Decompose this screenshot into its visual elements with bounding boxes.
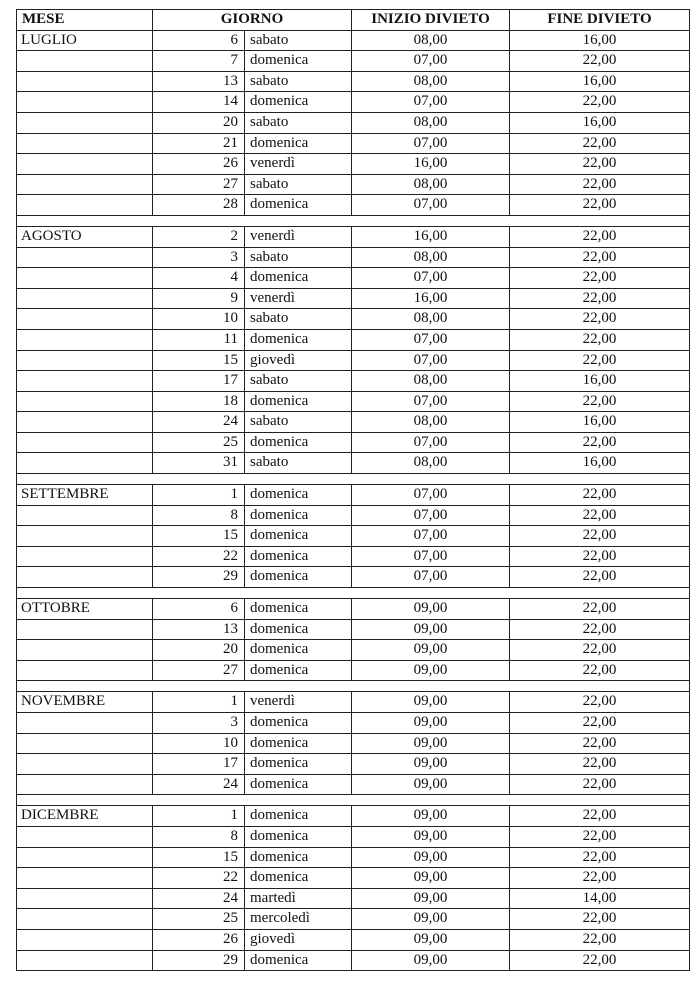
table-row bbox=[17, 71, 690, 92]
table-row bbox=[17, 226, 690, 247]
ban-start-cell: 09,00 bbox=[352, 888, 510, 909]
table-row bbox=[17, 329, 690, 350]
separator-cell bbox=[17, 681, 690, 692]
month-cell bbox=[17, 174, 153, 195]
ban-end-cell: 16,00 bbox=[510, 453, 690, 474]
day-number-cell: 3 bbox=[153, 247, 245, 268]
table-row bbox=[17, 268, 690, 289]
day-number-cell: 1 bbox=[153, 806, 245, 827]
table-row bbox=[17, 806, 690, 827]
ban-start-cell: 07,00 bbox=[352, 526, 510, 547]
ban-end-cell: 22,00 bbox=[510, 826, 690, 847]
table-row bbox=[17, 133, 690, 154]
separator-cell bbox=[17, 795, 690, 806]
header-row bbox=[17, 10, 690, 31]
day-number-cell: 28 bbox=[153, 195, 245, 216]
ban-start-cell: 08,00 bbox=[352, 174, 510, 195]
ban-end-cell: 22,00 bbox=[510, 660, 690, 681]
ban-start-cell: 09,00 bbox=[352, 733, 510, 754]
day-number-cell: 29 bbox=[153, 567, 245, 588]
ban-start-cell: 16,00 bbox=[352, 154, 510, 175]
table-row bbox=[17, 412, 690, 433]
weekday-cell: domenica bbox=[245, 567, 352, 588]
ban-end-cell: 22,00 bbox=[510, 619, 690, 640]
ban-start-cell: 09,00 bbox=[352, 619, 510, 640]
ban-end-cell: 22,00 bbox=[510, 92, 690, 113]
month-name-cell: AGOSTO bbox=[17, 226, 153, 247]
day-number-cell: 10 bbox=[153, 733, 245, 754]
table-row bbox=[17, 154, 690, 175]
table-row bbox=[17, 432, 690, 453]
month-separator-row bbox=[17, 681, 690, 692]
weekday-cell: venerdì bbox=[245, 154, 352, 175]
month-cell bbox=[17, 950, 153, 971]
ban-end-cell: 22,00 bbox=[510, 309, 690, 330]
month-name-cell: SETTEMBRE bbox=[17, 485, 153, 506]
weekday-cell: mercoledì bbox=[245, 909, 352, 930]
month-cell bbox=[17, 154, 153, 175]
ban-start-cell: 07,00 bbox=[352, 133, 510, 154]
month-cell bbox=[17, 929, 153, 950]
ban-end-cell: 16,00 bbox=[510, 412, 690, 433]
day-number-cell: 6 bbox=[153, 30, 245, 51]
month-cell bbox=[17, 754, 153, 775]
ban-end-cell: 22,00 bbox=[510, 713, 690, 734]
table-row bbox=[17, 640, 690, 661]
table-row bbox=[17, 888, 690, 909]
day-number-cell: 8 bbox=[153, 505, 245, 526]
table-row bbox=[17, 909, 690, 930]
ban-start-cell: 07,00 bbox=[352, 432, 510, 453]
ban-end-cell: 22,00 bbox=[510, 133, 690, 154]
month-cell bbox=[17, 71, 153, 92]
day-number-cell: 3 bbox=[153, 713, 245, 734]
header-fine-divieto: FINE DIVIETO bbox=[510, 10, 690, 31]
day-number-cell: 24 bbox=[153, 412, 245, 433]
day-number-cell: 27 bbox=[153, 174, 245, 195]
month-cell bbox=[17, 505, 153, 526]
month-cell bbox=[17, 412, 153, 433]
ban-end-cell: 22,00 bbox=[510, 268, 690, 289]
ban-start-cell: 08,00 bbox=[352, 247, 510, 268]
ban-start-cell: 08,00 bbox=[352, 30, 510, 51]
weekday-cell: giovedì bbox=[245, 929, 352, 950]
ban-start-cell: 09,00 bbox=[352, 826, 510, 847]
ban-end-cell: 22,00 bbox=[510, 567, 690, 588]
ban-end-cell: 14,00 bbox=[510, 888, 690, 909]
day-number-cell: 17 bbox=[153, 754, 245, 775]
month-name-cell: DICEMBRE bbox=[17, 806, 153, 827]
table-row bbox=[17, 112, 690, 133]
ban-start-cell: 08,00 bbox=[352, 371, 510, 392]
month-cell bbox=[17, 195, 153, 216]
day-number-cell: 26 bbox=[153, 154, 245, 175]
day-number-cell: 22 bbox=[153, 546, 245, 567]
ban-start-cell: 07,00 bbox=[352, 546, 510, 567]
table-row bbox=[17, 660, 690, 681]
header-mese: MESE bbox=[17, 10, 153, 31]
table-row bbox=[17, 30, 690, 51]
day-number-cell: 9 bbox=[153, 288, 245, 309]
weekday-cell: domenica bbox=[245, 640, 352, 661]
weekday-cell: domenica bbox=[245, 826, 352, 847]
weekday-cell: sabato bbox=[245, 309, 352, 330]
weekday-cell: domenica bbox=[245, 806, 352, 827]
day-number-cell: 15 bbox=[153, 350, 245, 371]
weekday-cell: domenica bbox=[245, 485, 352, 506]
month-cell bbox=[17, 847, 153, 868]
ban-start-cell: 09,00 bbox=[352, 868, 510, 889]
ban-end-cell: 16,00 bbox=[510, 71, 690, 92]
ban-start-cell: 09,00 bbox=[352, 660, 510, 681]
weekday-cell: domenica bbox=[245, 713, 352, 734]
weekday-cell: domenica bbox=[245, 51, 352, 72]
table-row bbox=[17, 599, 690, 620]
table-row bbox=[17, 505, 690, 526]
month-cell bbox=[17, 713, 153, 734]
table-row bbox=[17, 92, 690, 113]
weekday-cell: domenica bbox=[245, 195, 352, 216]
ban-end-cell: 22,00 bbox=[510, 909, 690, 930]
ban-start-cell: 08,00 bbox=[352, 309, 510, 330]
ban-start-cell: 07,00 bbox=[352, 195, 510, 216]
table-row bbox=[17, 309, 690, 330]
month-cell bbox=[17, 51, 153, 72]
ban-start-cell: 08,00 bbox=[352, 453, 510, 474]
month-cell bbox=[17, 309, 153, 330]
weekday-cell: domenica bbox=[245, 432, 352, 453]
month-cell bbox=[17, 526, 153, 547]
table-row bbox=[17, 733, 690, 754]
month-cell bbox=[17, 909, 153, 930]
ban-start-cell: 08,00 bbox=[352, 71, 510, 92]
day-number-cell: 15 bbox=[153, 526, 245, 547]
ban-end-cell: 16,00 bbox=[510, 371, 690, 392]
month-cell bbox=[17, 774, 153, 795]
month-separator-row bbox=[17, 588, 690, 599]
weekday-cell: venerdì bbox=[245, 288, 352, 309]
ban-start-cell: 09,00 bbox=[352, 950, 510, 971]
day-number-cell: 21 bbox=[153, 133, 245, 154]
day-number-cell: 22 bbox=[153, 868, 245, 889]
month-cell bbox=[17, 619, 153, 640]
day-number-cell: 7 bbox=[153, 51, 245, 72]
month-cell bbox=[17, 640, 153, 661]
ban-end-cell: 22,00 bbox=[510, 432, 690, 453]
separator-cell bbox=[17, 474, 690, 485]
ban-end-cell: 22,00 bbox=[510, 774, 690, 795]
ban-end-cell: 22,00 bbox=[510, 391, 690, 412]
month-cell bbox=[17, 868, 153, 889]
weekday-cell: domenica bbox=[245, 950, 352, 971]
table-row bbox=[17, 485, 690, 506]
ban-end-cell: 22,00 bbox=[510, 950, 690, 971]
day-number-cell: 1 bbox=[153, 692, 245, 713]
month-cell bbox=[17, 329, 153, 350]
ban-end-cell: 22,00 bbox=[510, 195, 690, 216]
ban-start-cell: 08,00 bbox=[352, 412, 510, 433]
ban-start-cell: 09,00 bbox=[352, 847, 510, 868]
table-row bbox=[17, 174, 690, 195]
ban-start-cell: 07,00 bbox=[352, 329, 510, 350]
table-row bbox=[17, 754, 690, 775]
day-number-cell: 20 bbox=[153, 112, 245, 133]
table-body bbox=[17, 30, 690, 971]
table-row bbox=[17, 929, 690, 950]
ban-end-cell: 22,00 bbox=[510, 806, 690, 827]
month-cell bbox=[17, 826, 153, 847]
weekday-cell: sabato bbox=[245, 71, 352, 92]
table-row bbox=[17, 619, 690, 640]
weekday-cell: sabato bbox=[245, 247, 352, 268]
weekday-cell: domenica bbox=[245, 774, 352, 795]
day-number-cell: 29 bbox=[153, 950, 245, 971]
day-number-cell: 6 bbox=[153, 599, 245, 620]
table-row bbox=[17, 774, 690, 795]
separator-cell bbox=[17, 588, 690, 599]
weekday-cell: domenica bbox=[245, 619, 352, 640]
month-cell bbox=[17, 350, 153, 371]
weekday-cell: domenica bbox=[245, 733, 352, 754]
ban-end-cell: 22,00 bbox=[510, 350, 690, 371]
day-number-cell: 17 bbox=[153, 371, 245, 392]
day-number-cell: 20 bbox=[153, 640, 245, 661]
table-row bbox=[17, 692, 690, 713]
day-number-cell: 15 bbox=[153, 847, 245, 868]
ban-end-cell: 22,00 bbox=[510, 174, 690, 195]
day-number-cell: 1 bbox=[153, 485, 245, 506]
ban-end-cell: 22,00 bbox=[510, 51, 690, 72]
ban-end-cell: 22,00 bbox=[510, 288, 690, 309]
day-number-cell: 14 bbox=[153, 92, 245, 113]
ban-start-cell: 16,00 bbox=[352, 226, 510, 247]
day-number-cell: 2 bbox=[153, 226, 245, 247]
table-row bbox=[17, 526, 690, 547]
ban-end-cell: 22,00 bbox=[510, 692, 690, 713]
weekday-cell: domenica bbox=[245, 505, 352, 526]
weekday-cell: domenica bbox=[245, 526, 352, 547]
ban-end-cell: 22,00 bbox=[510, 868, 690, 889]
month-cell bbox=[17, 268, 153, 289]
weekday-cell: sabato bbox=[245, 174, 352, 195]
month-cell bbox=[17, 660, 153, 681]
month-name-cell: LUGLIO bbox=[17, 30, 153, 51]
weekday-cell: sabato bbox=[245, 112, 352, 133]
month-cell bbox=[17, 432, 153, 453]
table-row bbox=[17, 288, 690, 309]
ban-end-cell: 22,00 bbox=[510, 226, 690, 247]
ban-start-cell: 07,00 bbox=[352, 350, 510, 371]
month-separator-row bbox=[17, 474, 690, 485]
month-cell bbox=[17, 391, 153, 412]
day-number-cell: 24 bbox=[153, 888, 245, 909]
ban-start-cell: 09,00 bbox=[352, 806, 510, 827]
weekday-cell: domenica bbox=[245, 754, 352, 775]
month-name-cell: OTTOBRE bbox=[17, 599, 153, 620]
table-row bbox=[17, 950, 690, 971]
ban-end-cell: 22,00 bbox=[510, 754, 690, 775]
day-number-cell: 13 bbox=[153, 619, 245, 640]
ban-start-cell: 07,00 bbox=[352, 485, 510, 506]
weekday-cell: domenica bbox=[245, 660, 352, 681]
month-cell bbox=[17, 247, 153, 268]
month-cell bbox=[17, 288, 153, 309]
weekday-cell: sabato bbox=[245, 371, 352, 392]
weekday-cell: sabato bbox=[245, 30, 352, 51]
day-number-cell: 18 bbox=[153, 391, 245, 412]
ban-end-cell: 16,00 bbox=[510, 112, 690, 133]
weekday-cell: domenica bbox=[245, 847, 352, 868]
month-cell bbox=[17, 546, 153, 567]
ban-end-cell: 22,00 bbox=[510, 329, 690, 350]
day-number-cell: 13 bbox=[153, 71, 245, 92]
ban-start-cell: 16,00 bbox=[352, 288, 510, 309]
table-row bbox=[17, 371, 690, 392]
ban-end-cell: 22,00 bbox=[510, 154, 690, 175]
table-row bbox=[17, 868, 690, 889]
month-separator-row bbox=[17, 215, 690, 226]
day-number-cell: 24 bbox=[153, 774, 245, 795]
header-giorno: GIORNO bbox=[153, 10, 352, 31]
weekday-cell: domenica bbox=[245, 868, 352, 889]
weekday-cell: sabato bbox=[245, 412, 352, 433]
weekday-cell: domenica bbox=[245, 329, 352, 350]
ban-end-cell: 22,00 bbox=[510, 546, 690, 567]
month-name-cell: NOVEMBRE bbox=[17, 692, 153, 713]
weekday-cell: venerdì bbox=[245, 692, 352, 713]
ban-end-cell: 22,00 bbox=[510, 505, 690, 526]
month-separator-row bbox=[17, 795, 690, 806]
ban-start-cell: 07,00 bbox=[352, 567, 510, 588]
weekday-cell: venerdì bbox=[245, 226, 352, 247]
ban-start-cell: 09,00 bbox=[352, 754, 510, 775]
month-cell bbox=[17, 133, 153, 154]
weekday-cell: martedì bbox=[245, 888, 352, 909]
day-number-cell: 31 bbox=[153, 453, 245, 474]
ban-start-cell: 07,00 bbox=[352, 268, 510, 289]
weekday-cell: domenica bbox=[245, 391, 352, 412]
table-row bbox=[17, 713, 690, 734]
month-cell bbox=[17, 371, 153, 392]
table-row bbox=[17, 453, 690, 474]
table-row bbox=[17, 350, 690, 371]
table-row bbox=[17, 826, 690, 847]
day-number-cell: 26 bbox=[153, 929, 245, 950]
table-row bbox=[17, 546, 690, 567]
weekday-cell: giovedì bbox=[245, 350, 352, 371]
ban-start-cell: 08,00 bbox=[352, 112, 510, 133]
table-row bbox=[17, 195, 690, 216]
table-row bbox=[17, 51, 690, 72]
month-cell bbox=[17, 92, 153, 113]
table-row bbox=[17, 391, 690, 412]
weekday-cell: domenica bbox=[245, 92, 352, 113]
ban-start-cell: 09,00 bbox=[352, 774, 510, 795]
ban-end-cell: 22,00 bbox=[510, 526, 690, 547]
ban-end-cell: 16,00 bbox=[510, 30, 690, 51]
weekday-cell: domenica bbox=[245, 546, 352, 567]
day-number-cell: 25 bbox=[153, 909, 245, 930]
month-cell bbox=[17, 453, 153, 474]
day-number-cell: 11 bbox=[153, 329, 245, 350]
ban-end-cell: 22,00 bbox=[510, 847, 690, 868]
month-cell bbox=[17, 888, 153, 909]
day-number-cell: 27 bbox=[153, 660, 245, 681]
header-inizio-divieto: INIZIO DIVIETO bbox=[352, 10, 510, 31]
table-row bbox=[17, 847, 690, 868]
month-cell bbox=[17, 112, 153, 133]
weekday-cell: domenica bbox=[245, 599, 352, 620]
ban-start-cell: 07,00 bbox=[352, 92, 510, 113]
weekday-cell: sabato bbox=[245, 453, 352, 474]
ban-end-cell: 22,00 bbox=[510, 247, 690, 268]
weekday-cell: domenica bbox=[245, 133, 352, 154]
weekday-cell: domenica bbox=[245, 268, 352, 289]
ban-start-cell: 07,00 bbox=[352, 505, 510, 526]
month-cell bbox=[17, 567, 153, 588]
ban-end-cell: 22,00 bbox=[510, 485, 690, 506]
ban-end-cell: 22,00 bbox=[510, 929, 690, 950]
day-number-cell: 8 bbox=[153, 826, 245, 847]
ban-start-cell: 09,00 bbox=[352, 692, 510, 713]
ban-end-cell: 22,00 bbox=[510, 599, 690, 620]
day-number-cell: 25 bbox=[153, 432, 245, 453]
ban-start-cell: 09,00 bbox=[352, 929, 510, 950]
ban-end-cell: 22,00 bbox=[510, 640, 690, 661]
table-row bbox=[17, 247, 690, 268]
day-number-cell: 4 bbox=[153, 268, 245, 289]
separator-cell bbox=[17, 215, 690, 226]
ban-start-cell: 07,00 bbox=[352, 51, 510, 72]
ban-end-cell: 22,00 bbox=[510, 733, 690, 754]
ban-start-cell: 09,00 bbox=[352, 640, 510, 661]
ban-start-cell: 09,00 bbox=[352, 909, 510, 930]
day-number-cell: 10 bbox=[153, 309, 245, 330]
ban-start-cell: 07,00 bbox=[352, 391, 510, 412]
ban-start-cell: 09,00 bbox=[352, 599, 510, 620]
truck-ban-calendar-table bbox=[16, 9, 690, 971]
table-row bbox=[17, 567, 690, 588]
ban-start-cell: 09,00 bbox=[352, 713, 510, 734]
month-cell bbox=[17, 733, 153, 754]
